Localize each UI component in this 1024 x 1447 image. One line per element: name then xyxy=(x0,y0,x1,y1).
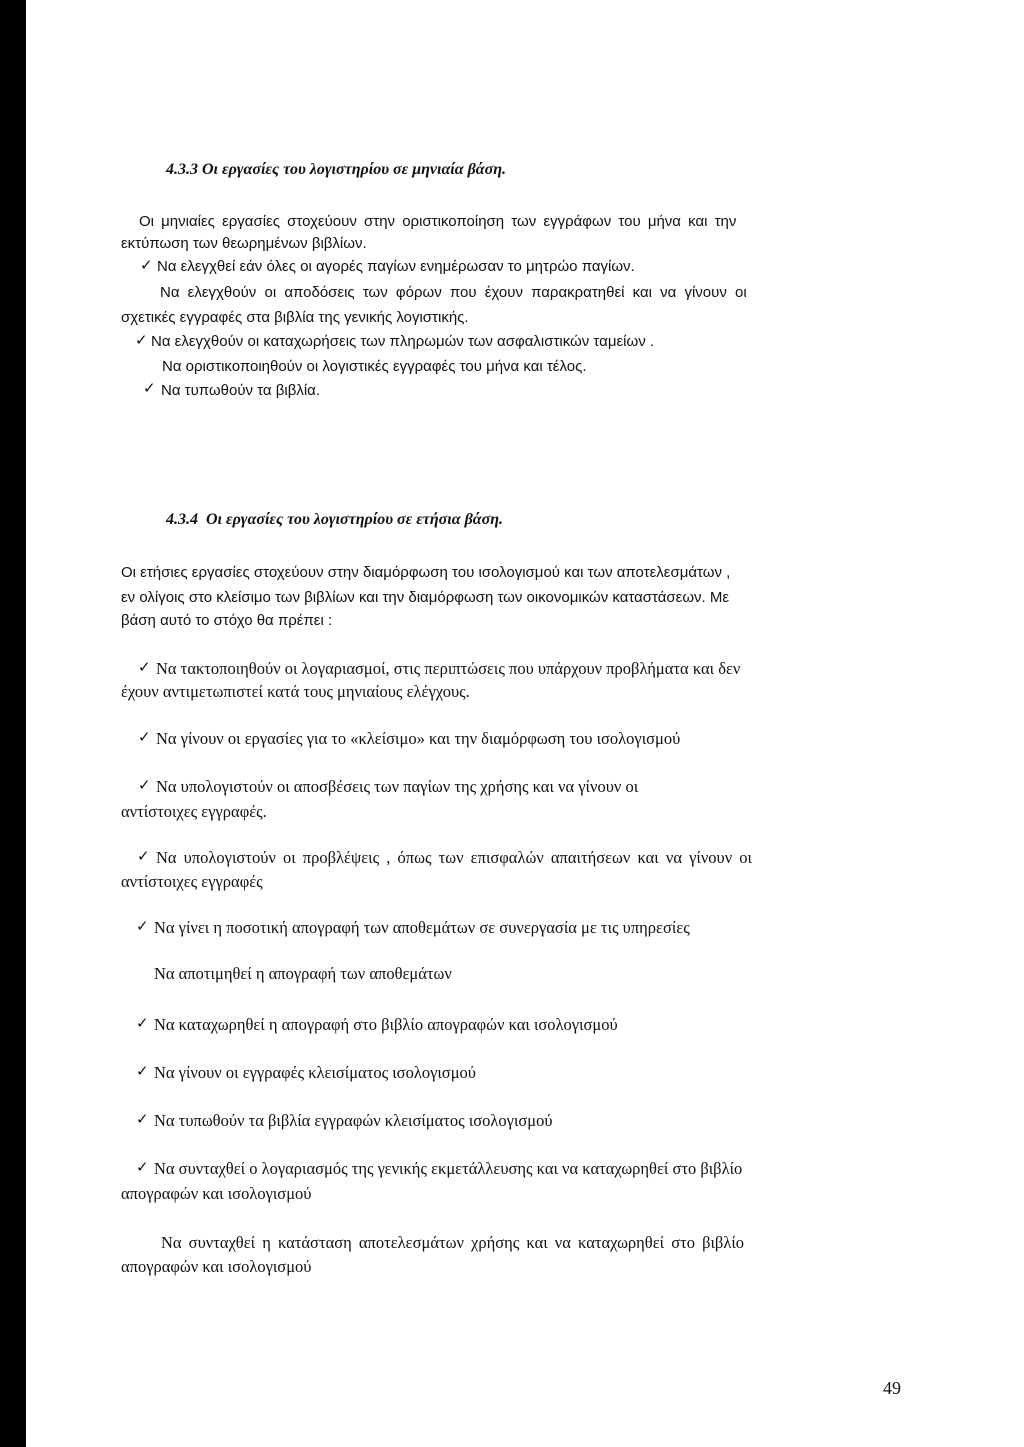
section-heading-annual: Οι εργασίες του λογιστηρίου σε ετήσια βάση. xyxy=(206,511,504,528)
list-item: Να γίνουν οι εγγραφές κλεισίματος ισολογισμού xyxy=(154,1063,476,1082)
checkmark-icon: ✓ xyxy=(136,1112,149,1128)
page-number: 49 xyxy=(883,1378,901,1398)
checkmark-icon: ✓ xyxy=(136,1064,149,1080)
paragraph-line: εκτύπωση των θεωρημένων βιβλίων. xyxy=(121,235,367,252)
checkmark-icon: ✓ xyxy=(136,1016,149,1032)
list-item: Να υπολογιστούν οι αποσβέσεις των παγίων της χρήσης και να γίνουν οι xyxy=(156,777,639,796)
paragraph-line: Οι ετήσιες εργασίες στοχεύουν στην διαμόρφωση του ισολογισμού και των αποτελεσμάτων , xyxy=(121,564,731,581)
list-item: Να γίνει η ποσοτική απογραφή των αποθεμάτων σε συνεργασία με τις υπηρεσίες xyxy=(154,918,690,937)
checkmark-icon: ✓ xyxy=(136,1160,149,1176)
list-item: Να ελεγχθούν οι αποδόσεις των φόρων που έχουν παρακρατηθεί και να γίνουν οι xyxy=(160,284,747,301)
list-item: Να οριστικοποιηθούν οι λογιστικές εγγραφές του μήνα και τέλος. xyxy=(162,358,587,375)
list-item-continuation: αντίστοιχες εγγραφές. xyxy=(121,802,267,821)
list-item: Να τυπωθούν τα βιβλία. xyxy=(161,382,321,399)
list-item: Να συνταχθεί η κατάσταση αποτελεσμάτων χρήσης και να καταχωρηθεί στο βιβλίο xyxy=(161,1233,745,1252)
list-item: Να ελεγχθεί εάν όλες οι αγορές παγίων ενημέρωσαν το μητρώο παγίων. xyxy=(157,258,635,275)
list-item: Να τυπωθούν τα βιβλία εγγραφών κλεισίματος ισολογισμού xyxy=(154,1111,553,1130)
list-item-continuation: σχετικές εγγραφές στα βιβλία της γενικής λογιστικής. xyxy=(121,309,469,326)
list-item: Να υπολογιστούν οι προβλέψεις , όπως των επισφαλών απαιτήσεων και να γίνουν οι xyxy=(156,848,752,867)
list-item: Να ελεγχθούν οι καταχωρήσεις των πληρωμών των ασφαλιστικών ταμείων . xyxy=(151,333,655,350)
scan-edge-line xyxy=(22,0,24,182)
checkmark-icon: ✓ xyxy=(135,333,148,349)
checkmark-icon: ✓ xyxy=(136,919,149,935)
section-number: 4.3.4 xyxy=(166,511,198,528)
list-item-continuation: απογραφών και ισολογισμού xyxy=(121,1257,312,1276)
checkmark-icon: ✓ xyxy=(143,381,156,397)
checkmark-icon: ✓ xyxy=(138,660,151,676)
list-item-continuation: αντίστοιχες εγγραφές xyxy=(121,872,263,891)
list-item: Να συνταχθεί ο λογαριασμός της γενικής εκμετάλλευσης και να καταχωρηθεί στο βιβλίο xyxy=(154,1159,743,1178)
list-item: Να γίνουν οι εργασίες για το «κλείσιμο» και την διαμόρφωση του ισολογισμού xyxy=(156,729,681,748)
list-item-continuation: απογραφών και ισολογισμού xyxy=(121,1184,312,1203)
paragraph-line: βάση αυτό το στόχο θα πρέπει : xyxy=(121,612,333,629)
checkmark-icon: ✓ xyxy=(138,730,151,746)
paragraph-line: Οι μηνιαίες εργασίες στοχεύουν στην οριστικοποίηση των εγγράφων του μήνα και την xyxy=(139,213,737,230)
list-item: Να καταχωρηθεί η απογραφή στο βιβλίο απογραφών και ισολογισμού xyxy=(154,1015,618,1034)
section-heading-monthly: 4.3.3 Οι εργασίες του λογιστηρίου σε μηνιαία βάση. xyxy=(166,161,507,178)
list-item: Να αποτιμηθεί η απογραφή των αποθεμάτων xyxy=(154,964,452,983)
checkmark-icon: ✓ xyxy=(138,778,151,794)
checkmark-icon: ✓ xyxy=(140,258,153,274)
paragraph-line: εν ολίγοις στο κλείσιμο των βιβλίων και την διαμόρφωση των οικονομικών καταστάσεων. Με xyxy=(121,589,730,606)
checkmark-icon: ✓ xyxy=(137,849,150,865)
list-item-continuation: έχουν αντιμετωπιστεί κατά τους μηνιαίους ελέγχους. xyxy=(121,682,470,701)
list-item: Να τακτοποιηθούν οι λογαριασμοί, στις περιπτώσεις που υπάρχουν προβλήματα και δεν xyxy=(156,659,741,678)
